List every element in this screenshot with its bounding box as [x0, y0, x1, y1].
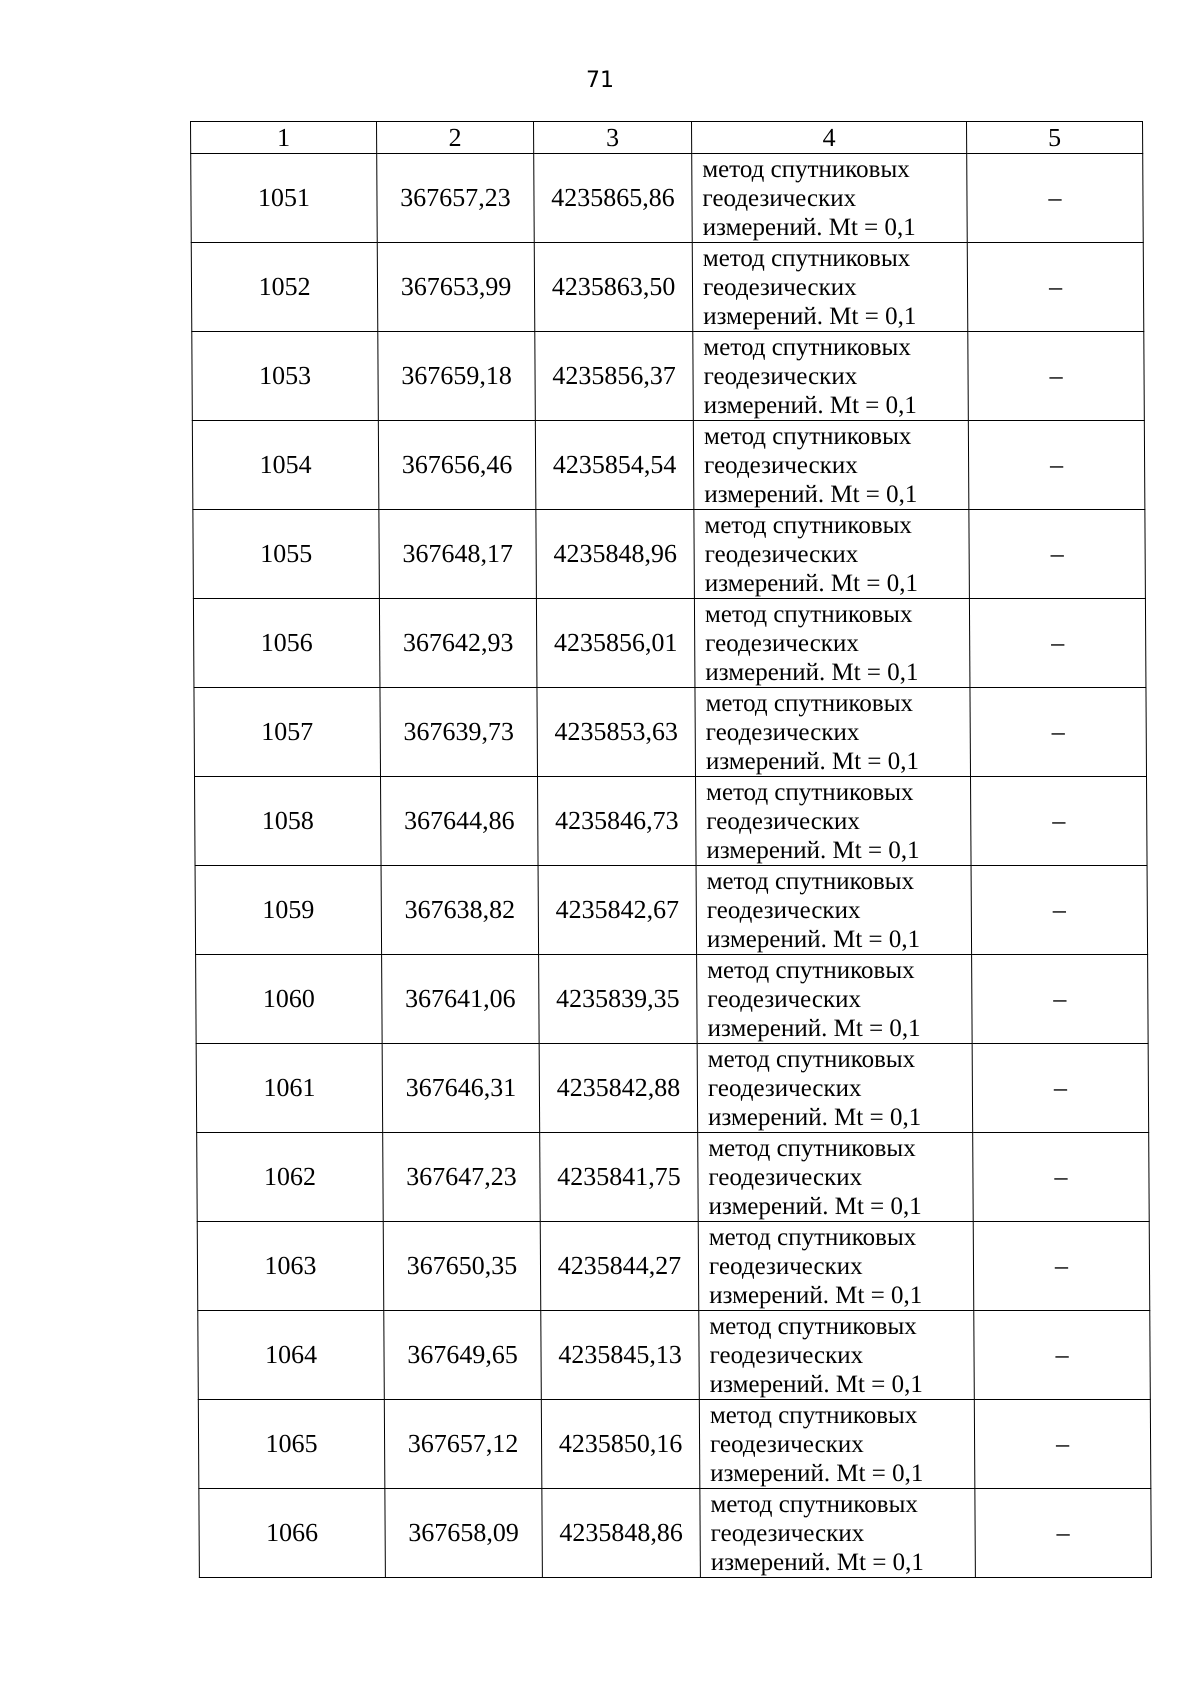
method-text-line-2: геодезических [704, 540, 859, 568]
method-cell [694, 599, 970, 688]
method-cell [696, 777, 972, 866]
note-cell: – [971, 866, 1148, 955]
method-text-line-2: геодезических [706, 896, 861, 924]
method-text-line-2: геодезических [706, 807, 860, 835]
y-coordinate-cell: 4235848,96 [536, 510, 695, 599]
method-text-line-2: геодезических [708, 1252, 863, 1280]
method-cell [698, 1133, 974, 1222]
point-number-cell: 1064 [198, 1311, 385, 1400]
x-coordinate-cell: 367649,65 [384, 1311, 542, 1400]
method-text-line-3: измерений. Mt = 0,1 [704, 569, 918, 597]
header-cell-2: 2 [377, 122, 534, 154]
method-cell [696, 866, 972, 955]
point-number-cell: 1063 [197, 1222, 384, 1311]
method-text-line-3: измерений. Mt = 0,1 [708, 1192, 922, 1220]
y-coordinate-cell: 4235844,27 [540, 1222, 699, 1311]
y-coordinate-cell: 4235842,88 [539, 1044, 698, 1133]
x-coordinate-cell: 367648,17 [379, 510, 537, 599]
note-cell: – [967, 154, 1144, 243]
note-cell: – [974, 1311, 1151, 1400]
method-cell [693, 332, 969, 421]
table-row [197, 1222, 1150, 1311]
note-cell: – [972, 955, 1149, 1044]
table-row [194, 688, 1147, 777]
table-row [196, 1044, 1149, 1133]
table-row [195, 866, 1148, 955]
method-text-line-1: метод спутниковых [708, 1223, 917, 1251]
x-coordinate-cell: 367653,99 [377, 243, 535, 332]
method-text-line-1: метод спутниковых [706, 778, 914, 806]
method-text-line-2: геодезических [708, 1163, 863, 1191]
method-cell [692, 243, 968, 332]
method-text-line-3: измерений. Mt = 0,1 [704, 480, 918, 508]
x-coordinate-cell: 367658,09 [385, 1489, 543, 1578]
method-text-line-3: измерений. Mt = 0,1 [706, 925, 921, 953]
method-cell [699, 1400, 975, 1489]
method-text-line-1: метод спутниковых [704, 511, 912, 539]
note-cell: – [971, 777, 1148, 866]
method-text-line-2: геодезических [703, 362, 858, 390]
note-cell: – [973, 1222, 1150, 1311]
method-text-line-3: измерений. Mt = 0,1 [710, 1548, 924, 1576]
page-number: 71 [586, 68, 614, 93]
x-coordinate-cell: 367639,73 [380, 688, 538, 777]
header-cell-4: 4 [692, 122, 967, 154]
note-cell: – [968, 332, 1145, 421]
method-cell [697, 955, 973, 1044]
point-number-cell: 1057 [194, 688, 381, 777]
x-coordinate-cell: 367657,12 [384, 1400, 542, 1489]
y-coordinate-cell: 4235845,13 [541, 1311, 700, 1400]
x-coordinate-cell: 367650,35 [383, 1222, 541, 1311]
note-cell: – [973, 1133, 1150, 1222]
method-text-line-3: измерений. Mt = 0,1 [703, 391, 917, 419]
header-cell-1: 1 [191, 122, 377, 154]
point-number-cell: 1053 [192, 332, 379, 421]
table-row [193, 510, 1146, 599]
table-row [192, 332, 1145, 421]
y-coordinate-cell: 4235841,75 [540, 1133, 699, 1222]
method-text-line-3: измерений. Mt = 0,1 [708, 1103, 922, 1131]
point-number-cell: 1065 [198, 1400, 385, 1489]
method-text-line-3: измерений. Mt = 0,1 [702, 213, 916, 241]
x-coordinate-cell: 367647,23 [383, 1133, 541, 1222]
method-text-line-1: метод спутниковых [702, 244, 911, 272]
method-text-line-1: метод спутниковых [703, 333, 911, 361]
method-cell [700, 1489, 976, 1578]
point-number-cell: 1060 [196, 955, 383, 1044]
method-text-line-1: метод спутниковых [707, 1045, 916, 1073]
table-row [196, 955, 1149, 1044]
method-text-line-2: геодезических [709, 1430, 864, 1458]
y-coordinate-cell: 4235846,73 [538, 777, 697, 866]
method-text-line-3: измерений. Mt = 0,1 [705, 747, 920, 775]
method-text-line-2: геодезических [702, 273, 857, 301]
table-row [193, 599, 1146, 688]
method-text-line-2: геодезических [705, 629, 859, 657]
method-text-line-2: геодезических [705, 718, 860, 746]
method-text-line-3: измерений. Mt = 0,1 [705, 658, 919, 686]
method-cell [692, 154, 968, 243]
point-number-cell: 1056 [193, 599, 380, 688]
method-cell [695, 688, 971, 777]
y-coordinate-cell: 4235854,54 [535, 421, 694, 510]
point-number-cell: 1059 [195, 866, 382, 955]
point-number-cell: 1055 [193, 510, 380, 599]
x-coordinate-cell: 367638,82 [381, 866, 539, 955]
method-text-line-3: измерений. Mt = 0,1 [706, 836, 920, 864]
method-cell [694, 510, 970, 599]
method-text-line-1: метод спутниковых [709, 1312, 917, 1340]
x-coordinate-cell: 367656,46 [378, 421, 536, 510]
method-text-line-2: геодезических [707, 985, 862, 1013]
note-cell: – [969, 599, 1146, 688]
y-coordinate-cell: 4235865,86 [534, 154, 693, 243]
method-text-line-1: метод спутниковых [702, 155, 910, 183]
method-text-line-3: измерений. Mt = 0,1 [703, 302, 917, 330]
point-number-cell: 1066 [199, 1489, 386, 1578]
point-number-cell: 1062 [197, 1133, 384, 1222]
y-coordinate-cell: 4235839,35 [539, 955, 698, 1044]
coordinates-table [190, 121, 1152, 1578]
x-coordinate-cell: 367646,31 [382, 1044, 540, 1133]
table-row [198, 1400, 1151, 1489]
note-cell: – [970, 688, 1147, 777]
method-text-line-1: метод спутниковых [706, 867, 915, 895]
method-text-line-1: метод спутниковых [707, 956, 915, 984]
point-number-cell: 1052 [191, 243, 378, 332]
y-coordinate-cell: 4235856,37 [535, 332, 694, 421]
point-number-cell: 1054 [192, 421, 379, 510]
method-text-line-3: измерений. Mt = 0,1 [710, 1459, 924, 1487]
x-coordinate-cell: 367641,06 [382, 955, 540, 1044]
method-text-line-2: геодезических [709, 1341, 864, 1369]
table-row [198, 1311, 1151, 1400]
note-cell: – [967, 243, 1144, 332]
note-cell: – [974, 1400, 1151, 1489]
note-cell: – [969, 510, 1146, 599]
point-number-cell: 1058 [195, 777, 382, 866]
method-text-line-2: геодезических [710, 1519, 865, 1547]
method-cell [698, 1222, 974, 1311]
x-coordinate-cell: 367644,86 [381, 777, 539, 866]
note-cell: – [972, 1044, 1149, 1133]
point-number-cell: 1051 [191, 154, 378, 243]
method-text-line-3: измерений. Mt = 0,1 [707, 1014, 921, 1042]
table-row [191, 154, 1144, 243]
method-text-line-1: метод спутниковых [710, 1490, 918, 1518]
note-cell: – [968, 421, 1145, 510]
table-header-row [191, 122, 1143, 154]
method-text-line-1: метод спутниковых [709, 1401, 918, 1429]
x-coordinate-cell: 367659,18 [378, 332, 536, 421]
note-cell: – [975, 1489, 1152, 1578]
point-number-cell: 1061 [196, 1044, 383, 1133]
method-text-line-3: измерений. Mt = 0,1 [709, 1370, 923, 1398]
y-coordinate-cell: 4235853,63 [537, 688, 696, 777]
table-row [191, 243, 1144, 332]
table-row [192, 421, 1145, 510]
table-row [195, 777, 1148, 866]
method-text-line-3: измерений. Mt = 0,1 [709, 1281, 923, 1309]
y-coordinate-cell: 4235856,01 [536, 599, 695, 688]
method-cell [699, 1311, 975, 1400]
table-body [191, 154, 1152, 1578]
y-coordinate-cell: 4235848,86 [542, 1489, 701, 1578]
method-text-line-1: метод спутниковых [705, 689, 914, 717]
method-cell [697, 1044, 973, 1133]
y-coordinate-cell: 4235863,50 [534, 243, 693, 332]
method-text-line-1: метод спутниковых [708, 1134, 916, 1162]
method-text-line-1: метод спутниковых [703, 422, 912, 450]
y-coordinate-cell: 4235842,67 [538, 866, 697, 955]
method-text-line-2: геодезических [702, 184, 857, 212]
x-coordinate-cell: 367657,23 [377, 154, 535, 243]
header-cell-5: 5 [967, 122, 1143, 154]
table-row [197, 1133, 1150, 1222]
table-row [199, 1489, 1152, 1578]
method-text-line-2: геодезических [704, 451, 858, 479]
x-coordinate-cell: 367642,93 [379, 599, 537, 688]
method-text-line-2: геодезических [707, 1074, 862, 1102]
method-text-line-1: метод спутниковых [704, 600, 913, 628]
method-cell [693, 421, 969, 510]
y-coordinate-cell: 4235850,16 [541, 1400, 700, 1489]
header-cell-3: 3 [534, 122, 692, 154]
